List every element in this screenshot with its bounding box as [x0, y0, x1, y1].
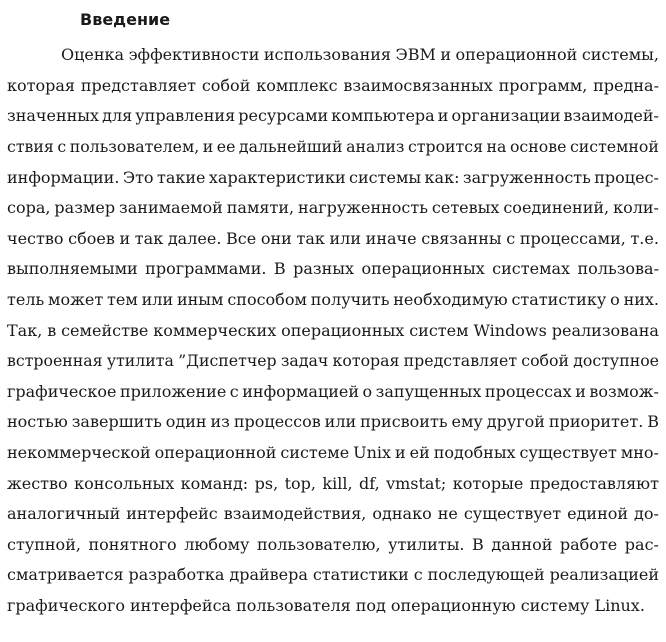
body-paragraph: [7, 40, 659, 621]
section-heading: Введение: [80, 10, 171, 29]
paragraph-line: графическое приложение с информацией о запущенных процессах и возмож-: [7, 381, 659, 401]
paragraph-line: Так, в семействе коммерческих операционных систем Windows реализована: [7, 320, 659, 340]
paragraph-line: информации. Это такие характеристики системы как: загруженность процес-: [7, 167, 659, 187]
paragraph-line: встроенная утилита ”Диспетчер задач которая представляет собой доступное: [7, 351, 659, 371]
paragraph-line: некоммерческой операционной системе Unix и ей подобных существует мно-: [7, 443, 659, 463]
paragraph-line: которая представляет собой комплекс взаимосвязанных программ, предна-: [7, 75, 659, 95]
paragraph-line: графического интерфейса пользователя под операционную систему Linux.: [7, 595, 645, 615]
paragraph-line: тель может тем или иным способом получить необходимую статистику о них.: [7, 290, 659, 310]
paragraph-line: сматривается разработка драйвера статистики с последующей реализацией: [7, 565, 659, 585]
paragraph-line: Оценка эффективности использования ЭВМ и операционной системы,: [61, 45, 659, 65]
paragraph-line: выполняемыми программами. В разных операционных системах пользова-: [7, 259, 659, 279]
paragraph-line: чество сбоев и так далее. Все они так или иначе связанны с процессами, т.е.: [7, 228, 659, 248]
paragraph-line: сора, размер занимаемой памяти, нагруженность сетевых соединений, коли-: [7, 198, 659, 218]
paragraph-line: ступной, понятного любому пользователю, утилиты. В данной работе рас-: [7, 534, 659, 554]
paragraph-line: ностью завершить один из процессов или присвоить ему другой приоритет. В: [7, 412, 659, 432]
paragraph-line: ствия с пользователем, и ее дальнейший анализ строится на основе системной: [7, 137, 659, 157]
paragraph-line: жество консольных команд: ps, top, kill, df, vmstat; которые предоставляют: [7, 473, 659, 493]
paragraph-line: аналогичный интерфейс взаимодействия, однако не существует единой до-: [7, 504, 659, 524]
paragraph-line: значенных для управления ресурсами компьютера и организации взаимодей-: [7, 106, 659, 126]
